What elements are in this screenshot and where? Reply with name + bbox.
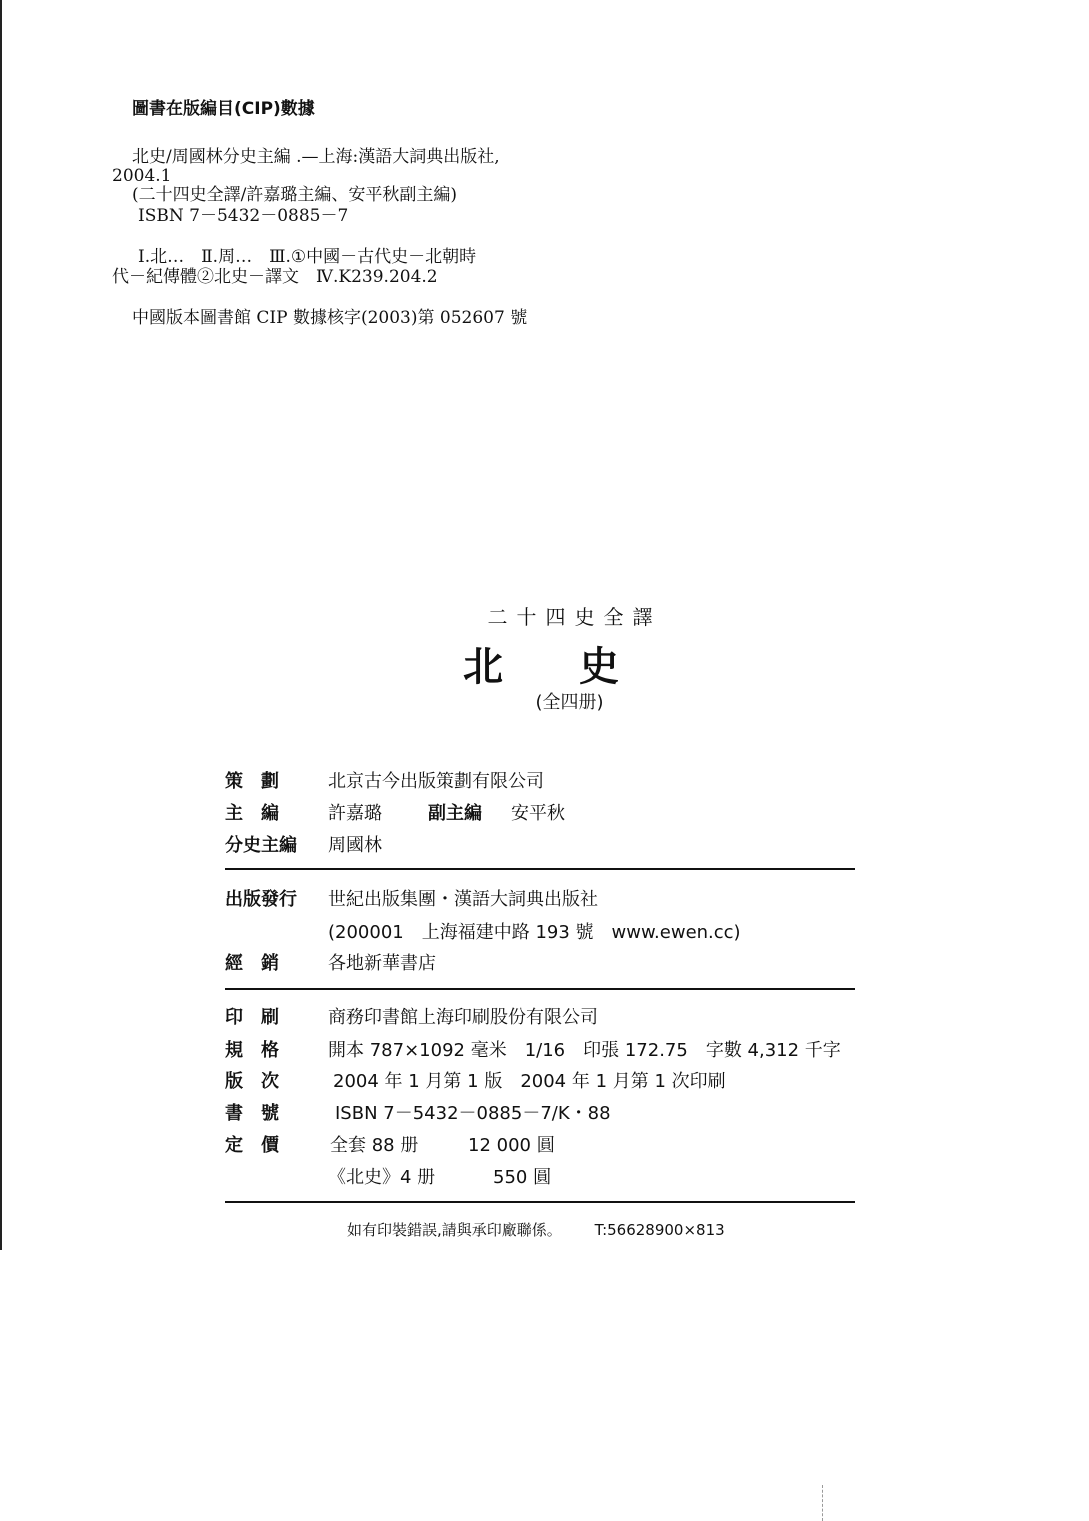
- series-title: 二十四史全譯: [487, 605, 662, 629]
- format-value: 開本 787×1092 毫米 1/16 印張 172.75 字數 4,312 千字: [328, 1040, 841, 1061]
- price-set: 全套 88 册: [330, 1135, 419, 1156]
- cip-line-date: 2004.1: [112, 166, 172, 186]
- volume-count: (全四册): [535, 692, 604, 713]
- printer-label: 印 刷: [225, 1007, 279, 1028]
- page-scan-mark: [822, 1485, 824, 1521]
- cip-line-series: (二十四史全譯/許嘉璐主編、安平秋副主編): [132, 185, 457, 205]
- printer-value: 商務印書館上海印刷股份有限公司: [328, 1007, 598, 1028]
- footer-note: [347, 1219, 725, 1240]
- cip-line-isbn: ISBN 7－5432－0885－7: [138, 206, 349, 226]
- book-title-char-2: 史: [579, 644, 619, 690]
- planning-value: 北京古今出版策劃有限公司: [328, 771, 544, 792]
- price-volume-amount: 550 圓: [493, 1167, 552, 1188]
- editor-value: 許嘉璐: [328, 803, 382, 824]
- edition-label: 版 次: [225, 1071, 279, 1092]
- isbn-label: 書 號: [225, 1103, 279, 1124]
- book-title-char-1: 北: [463, 644, 503, 690]
- distributor-value: 各地新華書店: [328, 953, 436, 974]
- editor-label: 主 編: [225, 803, 279, 824]
- price-set-amount: 12 000 圓: [468, 1135, 555, 1156]
- sub-editor-value: 周國林: [328, 835, 382, 856]
- format-label: 規 格: [225, 1040, 279, 1061]
- planning-label: 策 劃: [225, 771, 279, 792]
- publisher-address: (200001 上海福建中路 193 號 www.ewen.cc): [328, 922, 741, 943]
- deputy-editor-label: 副主編: [428, 803, 482, 824]
- cip-line-title: 北史/周國林分史主編 .—上海:漢語大詞典出版社,: [132, 147, 500, 167]
- sub-editor-label: 分史主編: [225, 835, 297, 856]
- divider-rule-1: [225, 868, 855, 870]
- edition-value: 2004 年 1 月第 1 版 2004 年 1 月第 1 次印刷: [333, 1071, 726, 1092]
- publisher-value: 世紀出版集團・漢語大詞典出版社: [328, 889, 598, 910]
- divider-rule-3: [225, 1201, 855, 1203]
- footer-notice: 如有印裝錯誤,請與承印廠聯係。: [347, 1221, 562, 1239]
- cip-line-classification-1: Ⅰ.北… Ⅱ.周… Ⅲ.①中國－古代史－北朝時: [138, 247, 477, 267]
- isbn-value: ISBN 7－5432－0885－7/K・88: [335, 1103, 611, 1124]
- cip-line-record-number: 中國版本圖書館 CIP 數據核字(2003)第 052607 號: [132, 308, 528, 328]
- cip-line-classification-2: 代－紀傳體②北史－譯文 Ⅳ.K239.204.2: [112, 267, 438, 287]
- cip-heading: 圖書在版編目(CIP)數據: [132, 99, 315, 119]
- price-label: 定 價: [225, 1135, 279, 1156]
- deputy-editor-value: 安平秋: [511, 803, 565, 824]
- publisher-label: 出版發行: [225, 889, 297, 910]
- distributor-label: 經 銷: [225, 953, 279, 974]
- footer-phone: T:56628900×813: [594, 1221, 725, 1239]
- price-volume: 《北史》4 册: [328, 1167, 436, 1188]
- divider-rule-2: [225, 988, 855, 990]
